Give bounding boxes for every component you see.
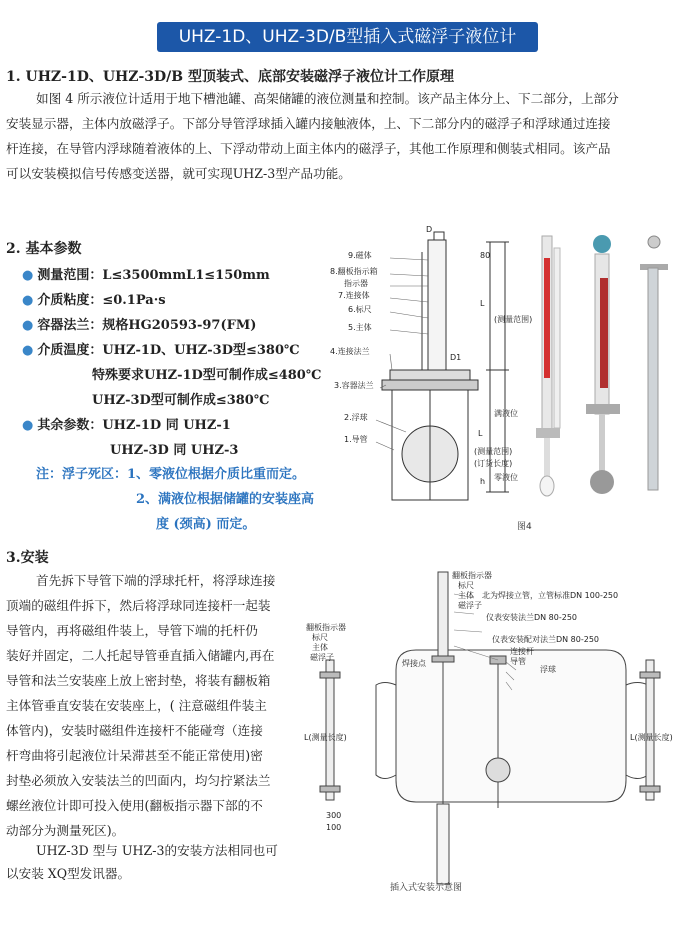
install-label-scale-left: 标尺 xyxy=(312,633,328,642)
install-caption: 插入式安装示意图 xyxy=(390,883,463,893)
fig4-label-connector: 7.连接体 xyxy=(338,291,370,300)
section1-line-3: 杆连接，在导管内浮球随着液体的上、下浮动带动上面主体内的磁浮子，其他工作原理和侧装式相同。该产品 xyxy=(6,141,611,156)
section1-line-2: 安装显示器，主体内放磁浮子。下部分导管浮球插入罐内接触液体，上、下二部分内的磁浮子和浮球通过连接 xyxy=(6,116,611,131)
section3-heading: 3.安装 xyxy=(6,550,49,566)
install-label-floater-left: 磁浮子 xyxy=(310,653,334,662)
section3-line-12: UHZ-3D 型与 UHZ-3的安装方法相同也可 xyxy=(36,843,278,858)
fig4-label-indicator: 指示器 xyxy=(344,279,368,288)
product-photo-3 xyxy=(640,236,668,490)
section3-line-3: 导管内，再将磁组件装上，导管下端的托杆仍 xyxy=(6,623,258,638)
fig4-dim-zero-level: 零液位 xyxy=(494,473,518,482)
fig4-dim-80: 80 xyxy=(480,251,491,260)
product-photo-2 xyxy=(586,235,620,494)
figure4-caption: 图4 xyxy=(517,522,532,532)
fig4-label-connect-flange: 4.连接法兰 xyxy=(330,347,370,356)
section3-line-9: 封垫必须放入安装法兰的凹面内，均匀拧紧法兰 xyxy=(6,773,271,788)
param-temp-extra-1: 特殊要求UHZ-1D型可制作成≤480℃ xyxy=(92,368,322,383)
fig4-dim-l-lower: L xyxy=(478,429,483,438)
fig4-dim-full-level: 满液位 xyxy=(494,409,518,418)
section3-line-13: 以安装 XQ型发讯器。 xyxy=(6,866,131,881)
install-label-rod: 连接杆 xyxy=(510,647,534,656)
install-label-body-left: 主体 xyxy=(312,643,328,652)
install-label-meter-flange: 仪表安装法兰DN 80-250 xyxy=(486,613,578,622)
install-label-l-left: L(测量长度) xyxy=(304,733,347,742)
fig4-label-scale: 6.标尺 xyxy=(348,305,372,314)
note-line-1: 注：浮子死区：1、零液位根据介质比重而定。 xyxy=(36,467,306,482)
install-label-flap-top: 翻板指示器 xyxy=(452,571,492,580)
product-photos xyxy=(530,228,690,498)
param-temperature: ● 介质温度：UHZ-1D、UHZ-3D型≤380℃ xyxy=(22,343,300,358)
fig4-label-float-ball: 2.浮球 xyxy=(344,413,368,422)
page-title: UHZ-1D、UHZ-3D/B型插入式磁浮子液位计 xyxy=(157,22,538,52)
install-label-300: 300 xyxy=(326,811,342,820)
fig4-label-magnet: 9.磁体 xyxy=(348,251,372,260)
section1-line-4: 可以安装模拟信号传感变送器，就可实现UHZ-3型产品功能。 xyxy=(6,166,351,181)
section3-line-8: 杆弯曲将引起液位计呆滞甚至不能正常使用)密 xyxy=(6,748,263,763)
install-label-100: 100 xyxy=(326,823,342,832)
note-line-2: 2、满液位根据储罐的安装座高 xyxy=(136,492,315,507)
section3-line-1: 首先拆下导管下端的浮球托杆，将浮球连接 xyxy=(36,573,276,588)
section3-line-4: 装好并固定，二人托起导管垂直插入储罐内,再在 xyxy=(6,648,275,663)
fig4-label-vessel-flange: 3.容器法兰 xyxy=(334,381,374,390)
fig4-label-flap-box: 8.翻板指示箱 xyxy=(330,267,378,276)
fig4-dim-d1: D1 xyxy=(450,353,462,362)
install-label-standpipe: 北为焊接立管，立管标准DN 100-250 xyxy=(482,591,619,600)
fig4-dim-l-upper: L xyxy=(480,299,485,308)
install-label-scale-top: 标尺 xyxy=(458,581,474,590)
section3-line-5: 导管和法兰安装座上放上密封垫，将装有翻板箱 xyxy=(6,673,271,688)
section1-line-1: 如图 4 所示液位计适用于地下槽池罐、高架储罐的液位测量和控制。该产品主体分上、下二部分，上部分 xyxy=(36,91,619,106)
section3-line-6: 主体管垂直安装在安装座上，( 注意磁组件装主 xyxy=(6,698,267,713)
install-label-weld: 焊接点 xyxy=(402,659,426,668)
install-label-float: 浮球 xyxy=(540,665,556,674)
install-label-tube: 导管 xyxy=(510,657,526,666)
fig4-label-body: 5.主体 xyxy=(348,323,372,332)
install-label-mating-flange: 仪表安装配对法兰DN 80-250 xyxy=(492,635,600,644)
fig4-dim-h: h xyxy=(480,477,486,486)
product-photo-1 xyxy=(536,236,560,496)
section3-line-11: 动部分为测量死区)。 xyxy=(6,823,125,838)
note-line-3: 度 (颈高) 而定。 xyxy=(156,517,256,532)
param-flange: ● 容器法兰：规格HG20593-97(FM) xyxy=(22,318,257,333)
fig4-dim-d: D xyxy=(426,225,433,234)
fig4-dim-range-lower: (测量范围) xyxy=(474,447,513,456)
param-temp-extra-2: UHZ-3D型可制作成≤380℃ xyxy=(92,393,270,408)
install-diagram xyxy=(306,560,690,890)
param-viscosity: ● 介质粘度：≤0.1Pa·s xyxy=(22,293,166,308)
install-label-body-top: 主体 xyxy=(458,591,474,600)
param-other: ● 其余参数：UHZ-1D 同 UHZ-1 xyxy=(22,418,231,433)
fig4-dim-order-length: (订货长度) xyxy=(474,459,513,468)
param-other-extra: UHZ-3D 同 UHZ-3 xyxy=(110,443,239,458)
fig4-dim-range-upper: (测量范围) xyxy=(494,315,533,324)
install-label-flap-left: 翻板指示器 xyxy=(306,623,346,632)
section3-line-2: 顶端的磁组件拆下，然后将浮球同连接杆一起装 xyxy=(6,598,271,613)
param-range: ● 测量范围：L≤3500mmL1≤150mm xyxy=(22,268,270,283)
install-label-l-right: L(测量长度) xyxy=(630,733,673,742)
section2-heading: 2. 基本参数 xyxy=(6,241,82,257)
figure4-schematic xyxy=(330,222,533,512)
section1-heading: 1. UHZ-1D、UHZ-3D/B 型顶装式、底部安装磁浮子液位计工作原理 xyxy=(6,69,455,85)
section3-line-10: 螺丝液位计即可投入使用(翻板指示器下部的不 xyxy=(6,798,263,813)
section3-line-7: 体管内)，安装时磁组件连接杆不能碰弯（连接 xyxy=(6,723,263,738)
fig4-label-guide-tube: 1.导管 xyxy=(344,435,368,444)
install-label-floater-top: 磁浮子 xyxy=(458,601,482,610)
